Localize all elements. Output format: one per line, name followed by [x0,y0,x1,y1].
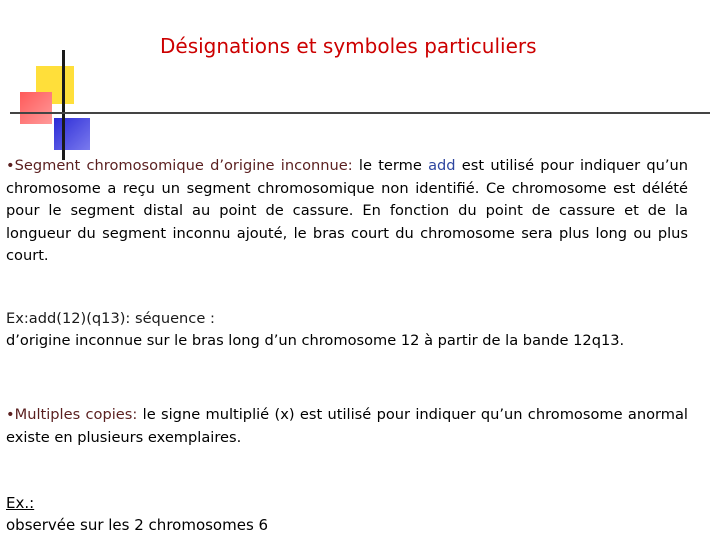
paragraph-add-example: d’origine inconnue sur le bras long d’un chromosome 12 à partir de la bande 12q13. [6,332,625,349]
paragraph-multiple-copies [6,404,688,449]
example-note: observée sur les 2 chromosomes 6 [6,516,269,534]
example-overlap-line: Ex:add(12)(q13): séquence : [6,310,215,327]
section-lead-unknown-segment: •Segment chromosomique d’origine inconnue: [6,157,353,174]
text-fragment: le signe multiplié (x) est utilisé pour indiquer qu’un chromosome anormal existe en plusieurs exemplaires. [6,406,688,446]
term-add: add [428,157,456,174]
vertical-rule [62,50,65,160]
horizontal-rule [10,112,710,114]
red-square-decoration [20,92,52,124]
example-label: Ex.: [6,494,35,512]
text-fragment: le terme [352,157,429,174]
section-lead-multiple-copies: •Multiples copies: [6,406,138,423]
paragraph-unknown-segment [6,155,688,268]
text-fragment: est utilisé pour indiquer qu’un chromosome a reçu un segment chromosomique non identifié. Ce chromosome est délété pour le segment distal au point de cassure. En fonction du point de cassure et de la longueur du segment inconnu ajouté, le bras court du chromosome sera plus long ou plus court. [6,157,689,264]
slide-title: Désignations et symboles particuliers [160,34,537,58]
blue-square-decoration [54,118,90,150]
